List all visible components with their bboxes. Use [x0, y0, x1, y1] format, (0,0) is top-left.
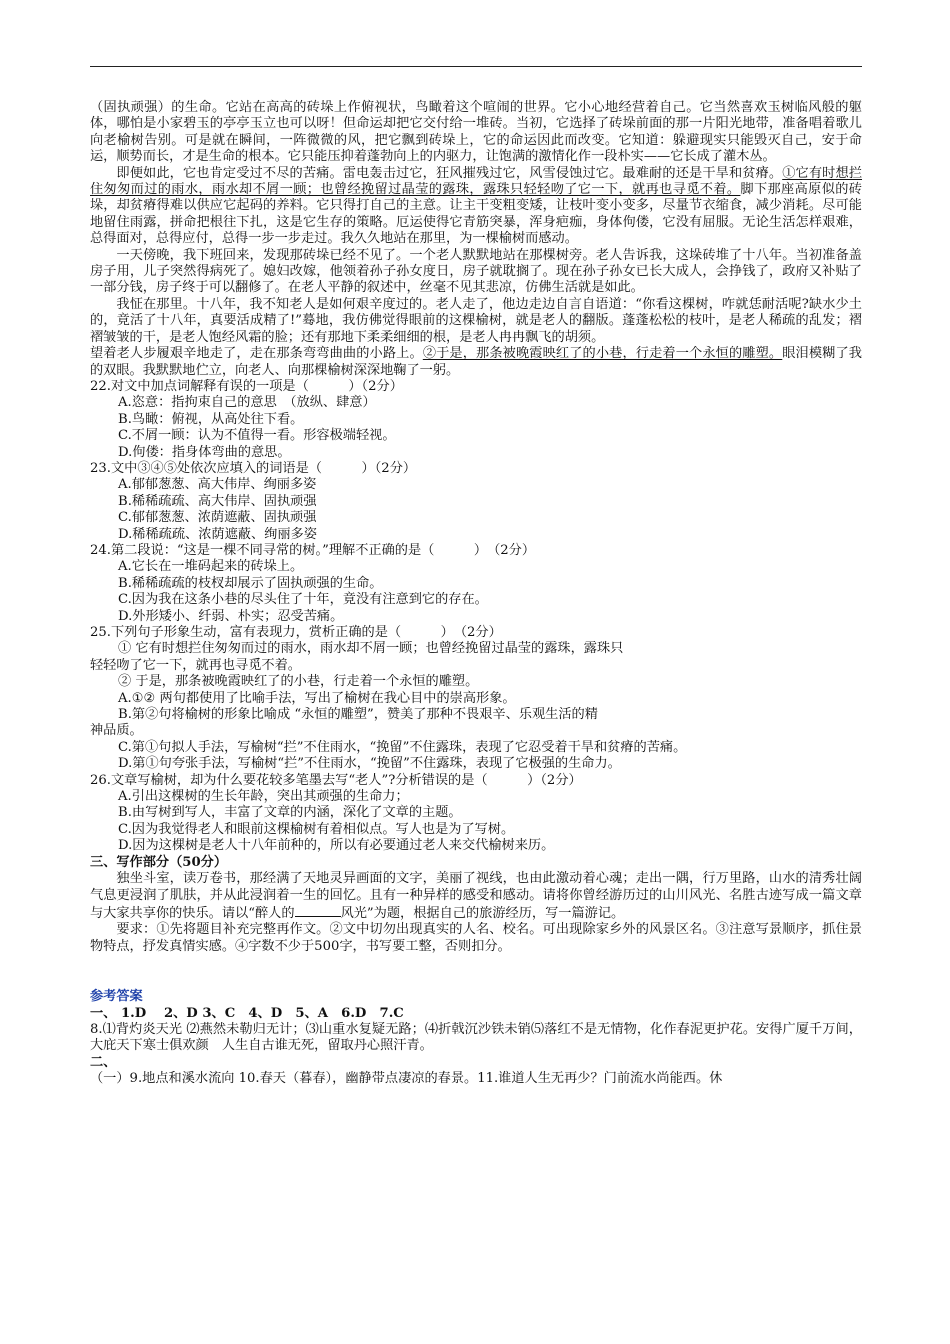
header-rule	[90, 66, 862, 67]
question-24-option-b: B.稀稀疏疏的枝杈却展示了固执顽强的生命。	[118, 575, 383, 591]
question-25-option-b: B.第②句将榆树的形象比喻成 “永恒的雕塑”，赞美了那种不畏艰辛、乐观生活的精	[118, 707, 598, 723]
question-22-stem: 22.对文中加点词解释有误的一项是（ ）（2分）	[90, 378, 403, 394]
question-25-sentence-1: ① 它有时想拦住匆匆而过的雨水，雨水却不屑一顾；也曾经挽留过晶莹的露珠，露珠只	[118, 641, 624, 657]
question-26-option-c: C.因为我觉得老人和眼前这棵榆树有着相似点。写人也是为了写树。	[118, 821, 515, 837]
passage-paragraph-1: （固执顽强）的生命。它站在高高的砖垛上作俯视状，鸟瞰着这个喧闹的世界。它小心地经营着自己。它当然喜欢玉树临风般的躯体，哪怕是小家碧玉的亭亭玉立也可以呀！但命运却把它交付给一堆砖。当初，它选择了砖垛前面的那一片阳光地带，准备唱着歌儿向老榆树告别。可是就在瞬间，一阵微微的风，把它飘到砖垛上，它的命运因此而改变。它知道：躲避现实只能毁灭自己，安于命运，顺势而长，才是生命的根本。它只能压抑着蓬勃向上的内驱力，让饱满的激情化作一段朴实——它长成了灌木丛。	[90, 100, 862, 165]
answers-line-1: 一、 1.D 2、D 3、C 4、D 5、A 6.D 7.C	[90, 1005, 404, 1021]
question-25-stem: 25.下列句子形象生动，富有表现力，赏析正确的是（ ） （2分）	[90, 625, 502, 640]
question-22-option-b: B.鸟瞰：俯视，从高处往下看。	[118, 411, 304, 427]
writing-section-title: 三、写作部分（50分）	[90, 854, 228, 870]
answers-line-3: 二、	[90, 1054, 117, 1070]
passage-paragraph-4: 我怔在那里。十八年，我不知老人是如何艰辛度过的。老人走了，他边走边自言自语道：“你看这棵树，咋就恁耐活呢?缺水少土的，竟活了十八年，真要活成精了!”蓦地，我仿佛觉得眼前的这棵榆树，就是老人的翻版。蓬蓬松松的枝叶，是老人稀疏的乱发；褶褶皱皱的干，是老人饱经风霜的脸；还有那地下柔柔细细的根，是老人冉冉飘飞的胡须。	[90, 296, 862, 345]
passage-text: 望着老人步履艰辛地走了，走在那条弯弯曲曲的小路上。	[90, 346, 423, 362]
underlined-sentence-2: ②于是，那条被晚霞映红了的小巷，行走着一个永恒的雕塑。	[422, 346, 783, 362]
question-26-option-a: A.引出这棵树的生长年龄，突出其顽强的生命力；	[118, 789, 409, 805]
passage-paragraph-3: 一天傍晚，我下班回来，发现那砖垛已经不见了。一个老人默默地站在那棵树旁。老人告诉我，这垛砖堆了十八年。当初准备盖房子用，儿子突然得病死了。媳妇改嫁，他领着孙子孙女度日，房子就耽搁了。现在孙子孙女已长大成人，会挣钱了，政府又补贴了一部分钱，房子终于可以翻修了。在老人平静的叙述中，丝毫不见其悲凉，仿佛生活就是如此。	[90, 247, 862, 296]
passage-text: 脚下那座高原似的砖垛，却贫瘠得难以供应它起码的养料。它只得打自己的主意。让主干变粗变矮，让枝叶变小变多，尽量节衣缩食，减少消耗。尽可能地留住雨露，拼命把根往下扎，这是它生存的策略。厄运使得它青筋突暴，浑身疤痂，身体佝偻，它没有屈服。无论生活怎样艰难，总得面对，总得应付，总得一步一步走过。我久久地站在那里，为一棵榆树而感动。	[90, 182, 862, 247]
answers-title: 参考答案	[90, 989, 143, 1005]
question-25-sentence-2: ② 于是，那条被晚霞映红了的小巷，行走着一个永恒的雕塑。	[118, 674, 479, 690]
question-24-option-c: C.因为我在这条小巷的尽头住了十年，竟没有注意到它的存在。	[118, 592, 488, 608]
question-26-option-d: D.因为这棵树是老人十八年前种的，所以有必要通过老人来交代榆树来历。	[118, 838, 555, 854]
question-23-option-d: D.稀稀疏疏、浓荫遮蔽、绚丽多姿	[118, 526, 317, 542]
title-blank	[295, 904, 341, 917]
question-22-option-c: C.不屑一顾：认为不值得一看。形容极端轻视。	[118, 428, 396, 444]
passage-paragraph-5	[90, 346, 862, 379]
question-25-option-d: D.第①句夸张手法，写榆树“拦”不住雨水，“挽留”不住露珠，表现了它极强的生命力。	[118, 756, 621, 772]
question-26-option-b: B.由写树到写人，丰富了文章的内涵，深化了文章的主题。	[118, 805, 462, 821]
question-25-option-a: A.①② 两句都使用了比喻手法，写出了榆树在我心目中的崇高形象。	[118, 690, 516, 706]
question-22-option-d: D.佝偻：指身体弯曲的意思。	[118, 444, 291, 460]
answers-line-2: 8.⑴背灼炎天光 ⑵燕然未勒归无计；⑶山重水复疑无路；⑷折戟沉沙铁未销⑸落红不是无情物，化作春泥更护花。安得广厦千万间，大庇天下寒士俱欢颜 人生自古谁无死，留取丹心照汗青。	[90, 1021, 862, 1054]
question-22-option-a: A.恣意：指拘束自己的意思 （放纵、肆意）	[118, 395, 376, 411]
passage-text: 即便如此，它也肯定受过不尽的苦痛。雷电轰击过它，狂风摧残过它，风雪侵蚀过它。最难耐的还是干旱和贫瘠。	[116, 165, 783, 181]
question-24-option-a: A.它长在一堆码起来的砖垛上。	[118, 559, 304, 575]
answers-line-4: （一）9.地点和溪水流向 10.春天（暮春），幽静带点凄凉的春景。11.谁道人生无再少？门前流水尚能西。休	[90, 1071, 723, 1087]
writing-prompt	[90, 871, 862, 922]
question-26-stem: 26.文章写榆树，却为什么要花较多笔墨去写“老人”?分析错误的是（ ）（2分）	[90, 772, 582, 788]
passage-text: 眼泪模糊了我的双眼。我默默地伫立，向老人、向那棵榆树深深地鞠了一躬。	[90, 346, 862, 378]
writing-requirements: 要求：①先将题目补充完整再作文。②文中切勿出现真实的人名、校名。可出现除家乡外的风景区名。③注意写景顺序，抓住景物特点，抒发真情实感。④字数不少于500字，书写要工整，否则扣分。	[90, 922, 862, 954]
writing-prompt-text: 风光”为题，根据自己的旅游经历，写一篇游记。	[340, 905, 625, 921]
passage-paragraph-2	[90, 166, 862, 248]
underlined-sentence-1: ①它有时想拦住匆匆而过的雨水，雨水却不屑一顾；也曾经挽留过晶莹的露珠，露珠只轻轻吻了它一下，就再也寻觅不着。	[90, 165, 863, 198]
question-24-stem: 24.第二段说：“这是一棵不同寻常的树。”理解不正确的是（ ） （2分）	[90, 542, 536, 558]
question-25-option-b-cont: 神品质。	[90, 723, 143, 739]
question-25-option-c: C.第①句拟人手法，写榆树“拦”不住雨水，“挽留”不住露珠，表现了它忍受着干旱和贫瘠的苦痛。	[118, 739, 687, 755]
question-23-option-b: B.稀稀疏疏、高大伟岸、固执顽强	[118, 493, 317, 509]
question-25-sentence-1-cont: 轻轻吻了它一下，就再也寻觅不着。	[90, 657, 301, 673]
spacer	[90, 955, 862, 989]
question-23-option-c: C.郁郁葱葱、浓荫遮蔽、固执顽强	[118, 510, 317, 526]
document-body	[90, 100, 862, 1088]
question-23-option-a: A.郁郁葱葱、高大伟岸、绚丽多姿	[118, 477, 317, 493]
question-23-stem: 23.文中③④⑤处依次应填入的词语是（ ）（2分）	[90, 460, 417, 476]
question-24-option-d: D.外形矮小、纤弱、朴实；忍受苦痛。	[118, 608, 344, 624]
writing-prompt-text: 独坐斗室，读万卷书，那经满了天地灵异画面的文字，美丽了视线，也由此激动着心魂；走出一隅，行万里路，山水的清秀壮阔气息更浸润了肌肤，并从此浸润着一生的回忆。且有一种异样的感受和感动。请将你曾经游历过的山川风光、名胜古迹写成一篇文章与大家共享你的快乐。请以“醉人的	[90, 871, 862, 921]
